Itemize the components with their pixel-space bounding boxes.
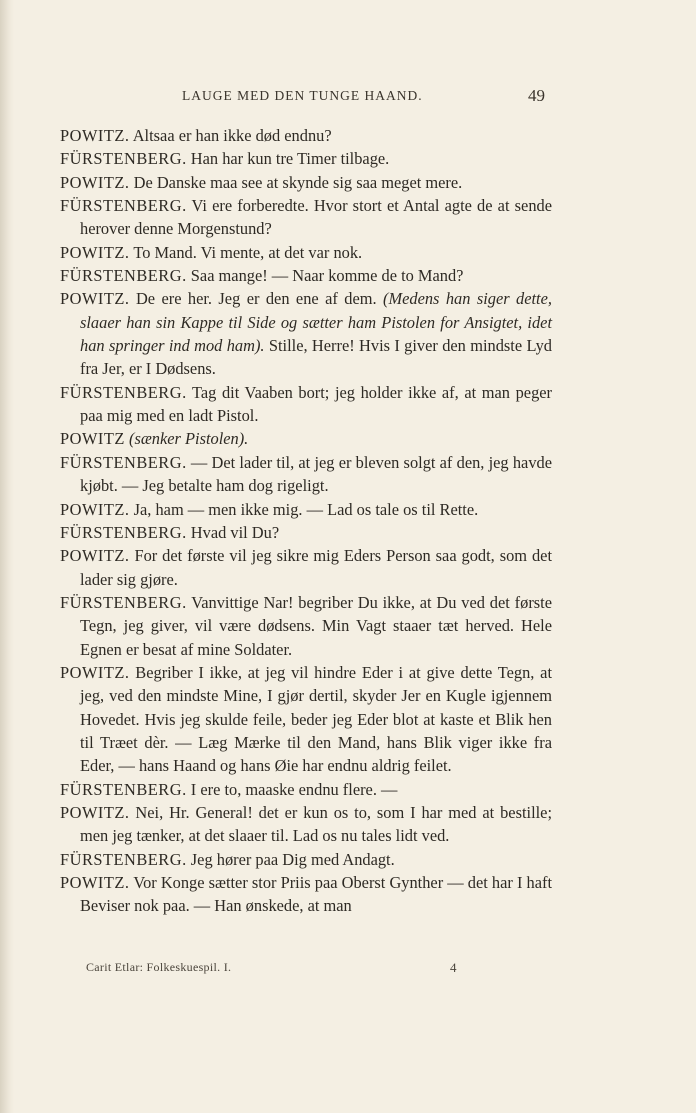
speech [60, 544, 552, 591]
speech [60, 427, 552, 450]
dialogue-text: Hvad vil Du? [190, 522, 280, 542]
speaker-name: FÜRSTENBERG. [60, 592, 187, 612]
speech [60, 848, 552, 871]
speaker-name: POWITZ [60, 429, 125, 449]
speech [60, 521, 552, 544]
speaker-name: FÜRSTENBERG. [60, 149, 187, 169]
speech [60, 778, 552, 801]
speech [60, 871, 552, 918]
speech [60, 124, 552, 147]
speaker-name: FÜRSTENBERG. [60, 849, 187, 869]
dialogue-text: Ja, ham — men ikke mig. — Lad os tale os til Rette. [133, 499, 479, 519]
dialogue-text: I ere to, maaske endnu flere. — [190, 779, 398, 799]
dialogue-text: Stille, Herre! Hvis I giver den mindste Lyd fra Jer, er I Dødsens. [80, 336, 552, 379]
play-text [60, 124, 552, 918]
dialogue-text: Begriber I ikke, at jeg vil hindre Eder i at give dette Tegn, at jeg, ved den mindste Mine, I gjør dertil, skyder Jer en Kugle igjennem Hovedet. Hvis jeg skulde feile, beder jeg Eder blot at kaste et Blik hen til Træet dèr. — Læg Mærke til den Mand, hans Blik viger ikke fra Eder, — hans Haand og hans Øie har endnu aldrig feilet. [80, 662, 552, 776]
dialogue-text: To Mand. Vi mente, at det var nok. [133, 242, 363, 262]
speaker-name: FÜRSTENBERG. [60, 779, 187, 799]
speech [60, 194, 552, 241]
speech [60, 171, 552, 194]
speaker-name: FÜRSTENBERG. [60, 196, 187, 216]
stage-direction: (sænker Pistolen). [129, 429, 249, 449]
dialogue-text: Altsaa er han ikke død endnu? [132, 126, 332, 145]
speech [60, 498, 552, 521]
stage-direction: (Medens han siger dette, slaaer han sin Kappe til Side og sætter ham Pistolen for Ansigtet, idet han springer ind mod ham). [80, 289, 552, 356]
dialogue-text: — Det lader til, at jeg er bleven solgt af den, jeg havde kjøbt. — Jeg betalte ham dog rigeligt. [80, 452, 552, 496]
page-edge [0, 0, 14, 1113]
speaker-name: FÜRSTENBERG. [60, 266, 187, 286]
speaker-name: FÜRSTENBERG. [60, 382, 187, 402]
dialogue-text: Nei, Hr. General! det er kun os to, som I har med at bestille; men jeg tænker, at det slaaer til. Lad os nu tales lidt ved. [80, 802, 553, 846]
speaker-name: POWITZ. [60, 873, 130, 892]
speech [60, 147, 552, 170]
speech [60, 451, 552, 498]
speaker-name: POWITZ. [60, 499, 130, 519]
speech [60, 241, 552, 264]
speaker-name: POWITZ. [60, 172, 130, 192]
speech [60, 381, 552, 428]
speech [60, 264, 552, 287]
speaker-name: POWITZ. [60, 662, 130, 682]
speech [60, 801, 552, 848]
dialogue-text: For det første vil jeg sikre mig Eders Person saa godt, som det lader sig gjøre. [80, 546, 553, 589]
speaker-name: POWITZ. [60, 126, 130, 145]
page-footer [0, 960, 696, 980]
dialogue-text: Vi ere forberedte. Hvor stort et Antal agte de at sende herover denne Morgenstund? [80, 196, 552, 239]
dialogue-text: Vanvittige Nar! begriber Du ikke, at Du ved det første Tegn, jeg giver, vil være dødsens. Min Vagt staaer tæt herved. Hele Egnen er besat af mine Soldater. [80, 592, 552, 659]
speaker-name: POWITZ. [60, 242, 130, 262]
dialogue-text: Vor Konge sætter stor Priis paa Oberst Gynther — det har I haft Beviser nok paa. — Han ønskede, at man [80, 873, 552, 916]
signature-number: 4 [450, 960, 457, 975]
speaker-name: POWITZ. [60, 546, 130, 566]
dialogue-text: Han har kun tre Timer tilbage. [190, 149, 390, 169]
page-number: 49 [528, 86, 545, 105]
speaker-name: FÜRSTENBERG. [60, 452, 187, 472]
printer-signature: Carit Etlar: Folkeskuespil. I. [86, 960, 232, 974]
dialogue-text: Tag dit Vaaben bort; jeg holder ikke af, at man peger paa mig med en ladt Pistol. [80, 382, 552, 426]
dialogue-text: De Danske maa see at skynde sig saa meget mere. [133, 172, 463, 192]
page-header [0, 86, 696, 110]
speaker-name: POWITZ. [60, 289, 130, 309]
speaker-name: POWITZ. [60, 802, 130, 822]
dialogue-text: De ere her. Jeg er den ene af dem. [135, 289, 383, 309]
running-head: LAUGE MED DEN TUNGE HAAND. [182, 88, 423, 103]
speech [60, 661, 552, 778]
speaker-name: FÜRSTENBERG. [60, 522, 187, 542]
speech [60, 591, 552, 661]
speech [60, 287, 552, 380]
dialogue-text: Jeg hører paa Dig med Andagt. [190, 849, 395, 869]
dialogue-text: Saa mange! — Naar komme de to Mand? [190, 266, 464, 286]
